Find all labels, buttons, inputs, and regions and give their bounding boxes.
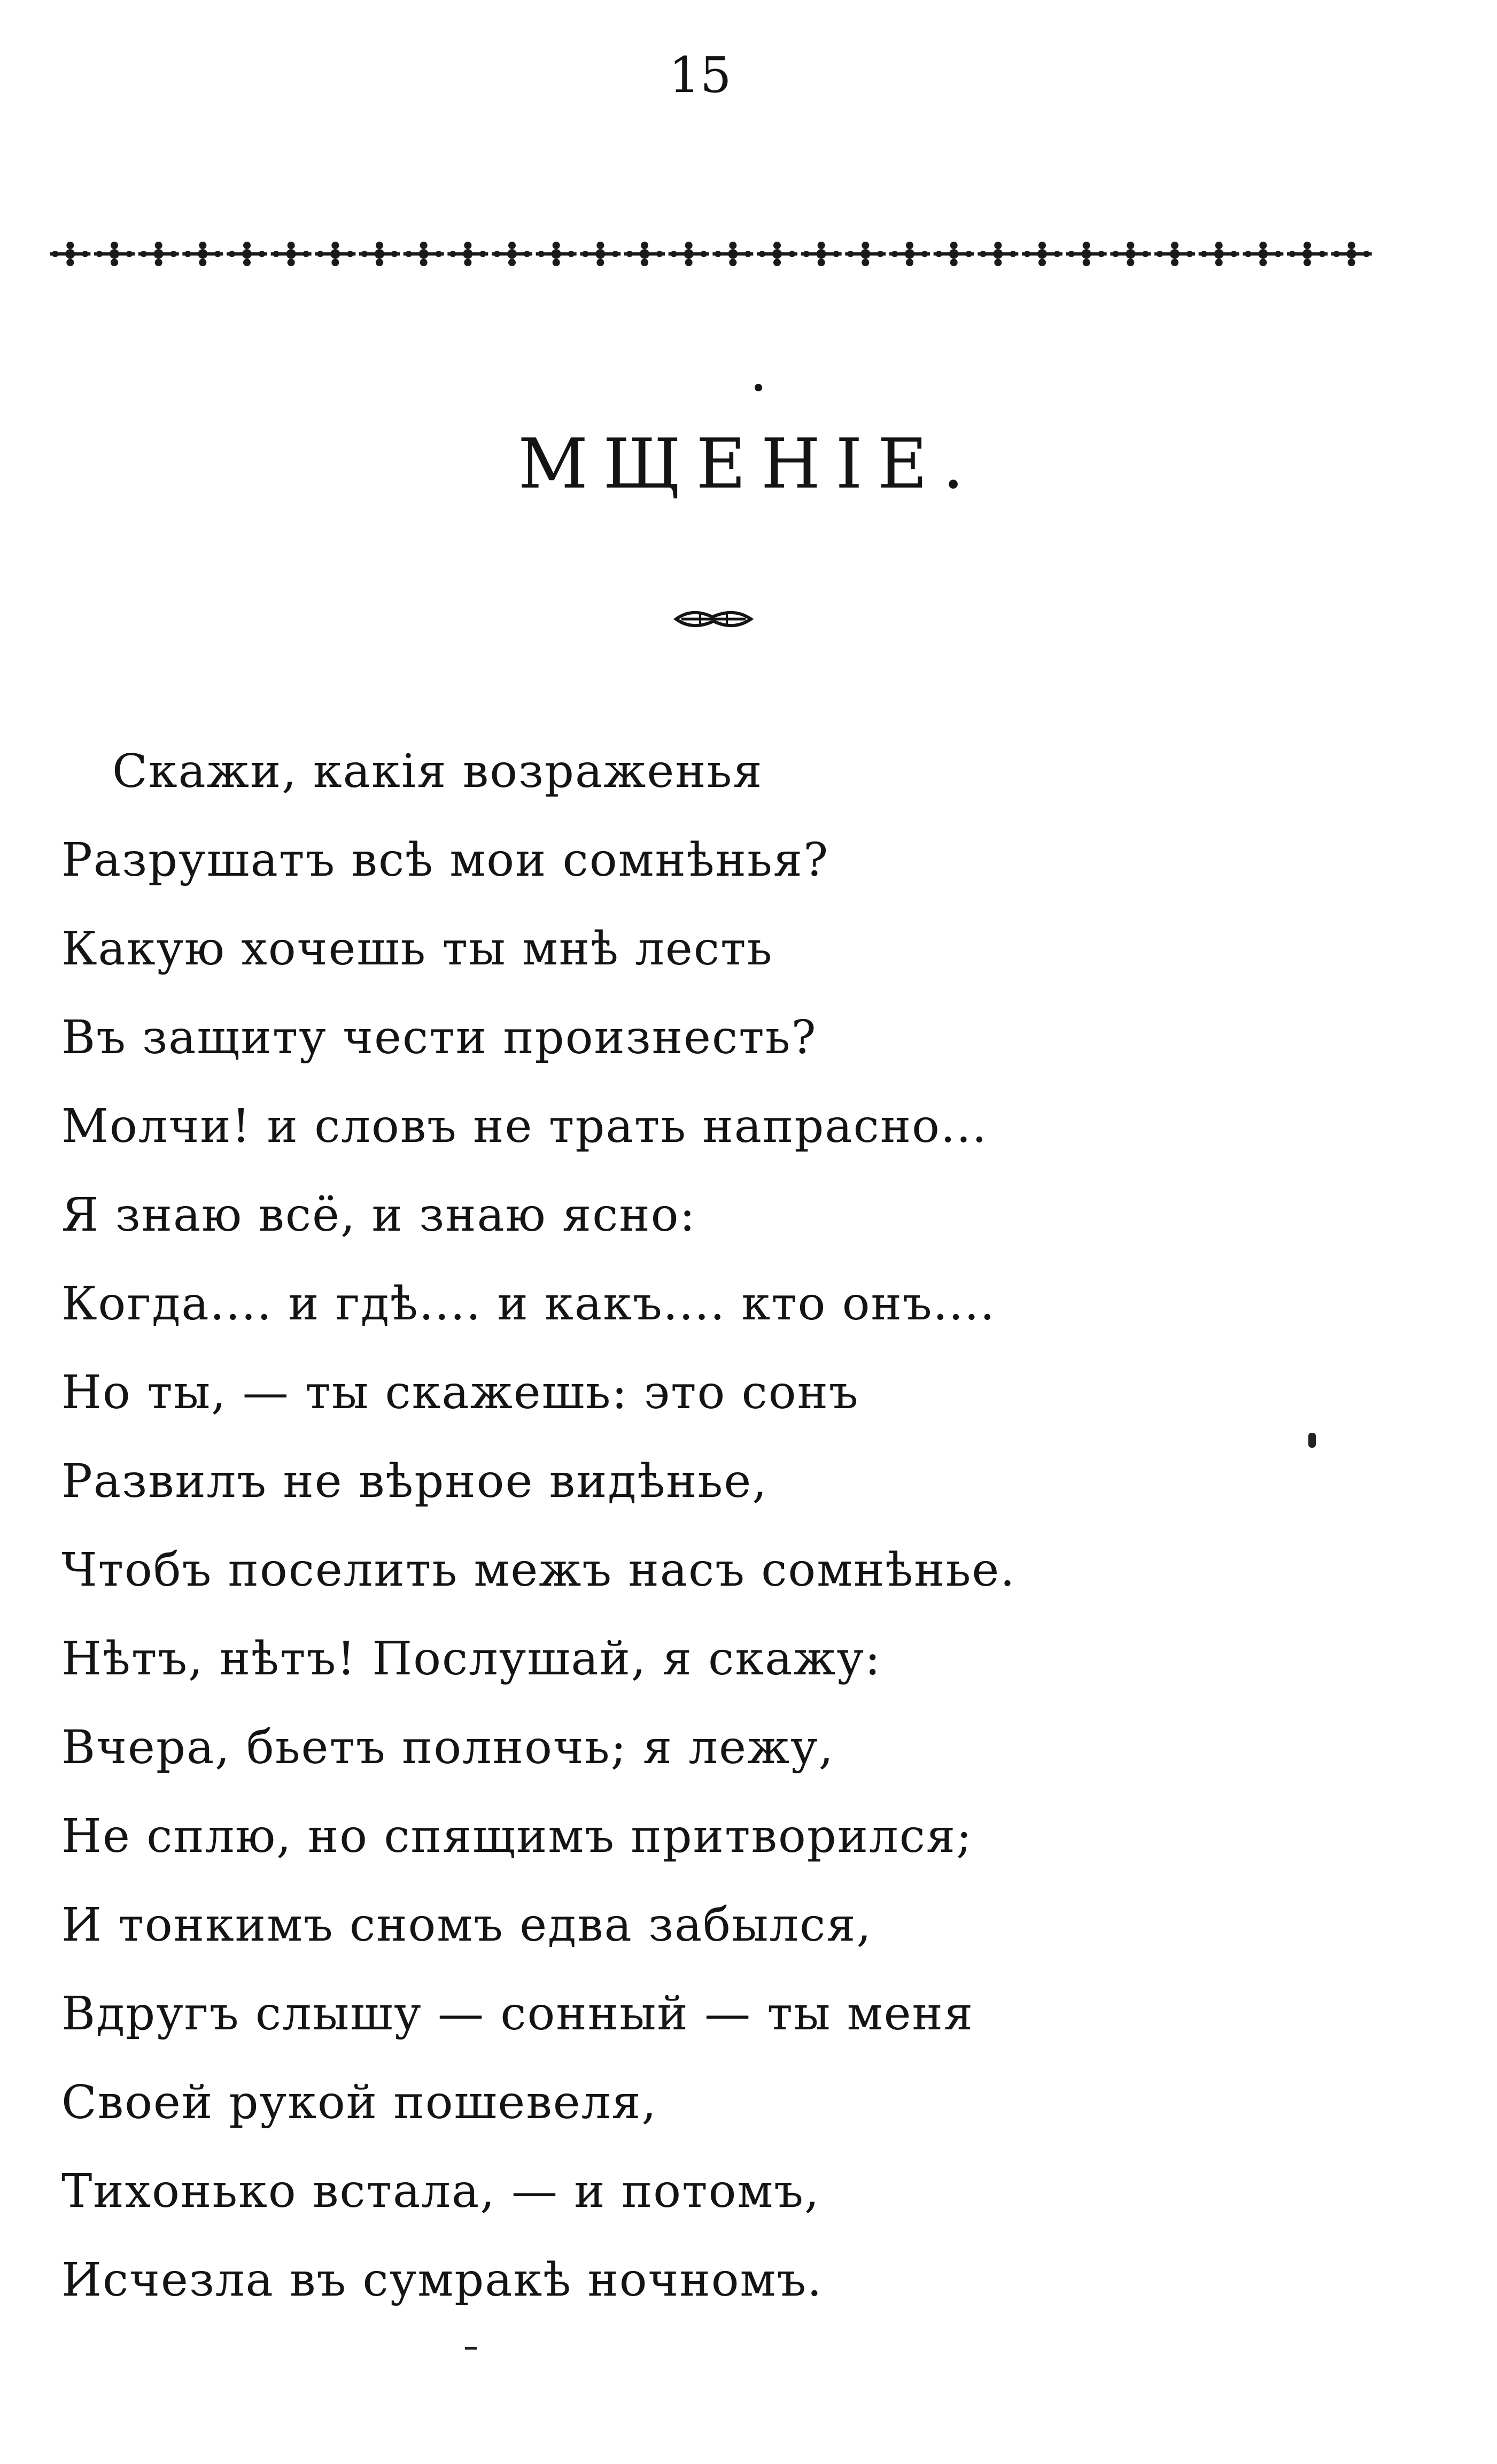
- border-ornament-unit: [1287, 242, 1328, 266]
- poem-line: Но ты, — ты скажешь: это сонъ: [61, 1366, 859, 1419]
- border-ornament-unit: [1331, 242, 1372, 266]
- ornamental-border-icon: [48, 235, 1374, 273]
- poem-line: Вдругъ слышу — сонный — ты меня: [61, 1987, 974, 2041]
- border-ornament-unit: [1199, 242, 1239, 266]
- border-ornament-unit: [934, 242, 974, 266]
- poem-body: [61, 727, 1016, 2324]
- border-ornament-unit: [182, 242, 223, 266]
- border-ornament-unit: [1154, 242, 1195, 266]
- poem-line: Какую хочешь ты мнѣ лесть: [61, 922, 773, 976]
- poem-line: Разрушатъ всѣ мои сомнѣнья?: [61, 833, 829, 887]
- border-ornament-unit: [669, 242, 709, 266]
- border-ornament-unit: [580, 242, 620, 266]
- title-flourish-icon: [671, 603, 756, 635]
- border-ornament-unit: [845, 242, 886, 266]
- poem-line: Когда.... и гдѣ.... и какъ.... кто онъ....: [61, 1277, 996, 1331]
- border-ornament-unit: [1066, 242, 1107, 266]
- poem-line: Чтобъ поселить межъ насъ сомнѣнье.: [61, 1543, 1016, 1597]
- border-ornament-unit: [1022, 242, 1062, 266]
- border-ornament-unit: [1110, 242, 1151, 266]
- stray-ink-mark: [465, 2347, 477, 2350]
- poem-line: Не сплю, но спящимъ притворился;: [61, 1810, 973, 1863]
- poem-line: Своей рукой пошевеля,: [61, 2076, 657, 2129]
- poem-line: Тихонько встала, — и потомъ,: [61, 2165, 820, 2218]
- poem-line: И тонкимъ сномъ едва забылся,: [61, 1898, 872, 1952]
- border-ornament-unit: [447, 242, 488, 266]
- border-ornament-unit: [50, 242, 90, 266]
- border-ornament-unit: [889, 242, 930, 266]
- border-ornament-unit: [359, 242, 400, 266]
- border-ornament-unit: [757, 242, 797, 266]
- stray-ink-mark: [1308, 1433, 1316, 1448]
- title-dot: [755, 384, 762, 391]
- border-ornament-unit: [94, 242, 135, 266]
- poem-line: Я знаю всё, и знаю ясно:: [61, 1188, 696, 1242]
- poem-line: Исчезла въ сумракѣ ночномъ.: [61, 2253, 823, 2307]
- border-ornament-unit: [978, 242, 1018, 266]
- poem-title: МЩЕНІЕ.: [518, 424, 979, 504]
- poem-line: Скажи, какія возраженья: [112, 745, 763, 798]
- border-ornament-unit: [315, 242, 355, 266]
- poem-line: Въ защиту чести произнесть?: [61, 1011, 817, 1064]
- border-ornament-unit: [404, 242, 444, 266]
- border-ornament-unit: [138, 242, 179, 266]
- border-ornament-unit: [624, 242, 665, 266]
- page-number: 15: [669, 47, 732, 104]
- border-ornament-unit: [536, 242, 577, 266]
- poem-line: Вчера, бьетъ полночь; я лежу,: [61, 1721, 835, 1774]
- border-ornament-unit: [492, 242, 532, 266]
- poem-line: Молчи! и словъ не трать напрасно...: [61, 1100, 988, 1153]
- border-ornament-unit: [712, 242, 753, 266]
- border-ornament-unit: [1243, 242, 1283, 266]
- poem-line: Нѣтъ, нѣтъ! Послушай, я скажу:: [61, 1632, 882, 1686]
- border-ornament-unit: [227, 242, 267, 266]
- border-ornament-unit: [801, 242, 842, 266]
- poem-line: Развилъ не вѣрное видѣнье,: [61, 1455, 768, 1508]
- border-ornament-unit: [271, 242, 312, 266]
